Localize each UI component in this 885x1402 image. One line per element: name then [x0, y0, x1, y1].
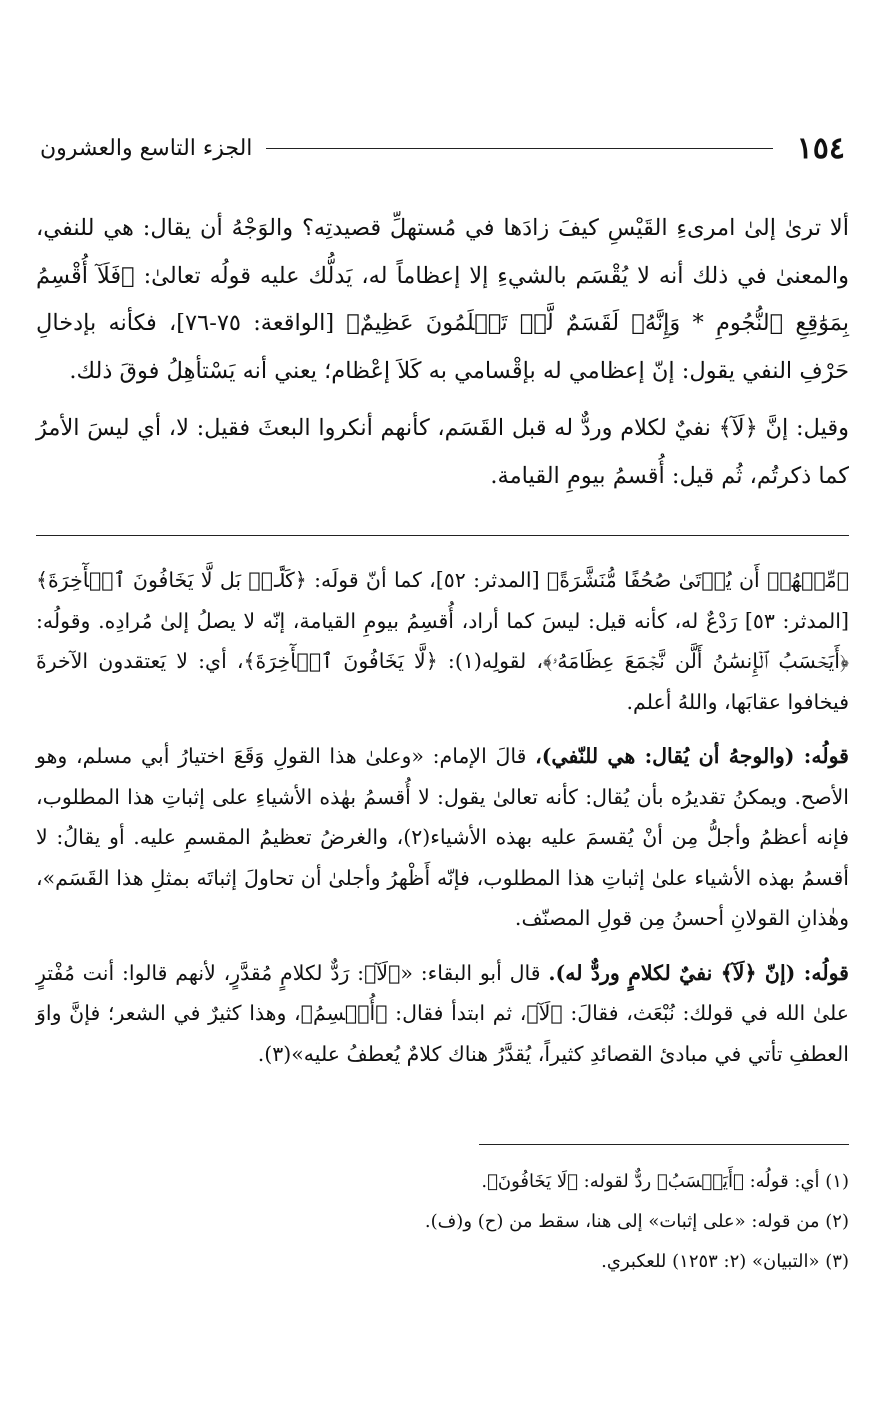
- footnote-2: (٢) من قوله: «على إثبات» إلى هنا، سقط من (ح) و(ف).: [424, 1211, 849, 1232]
- page-number: ١٥٤: [796, 130, 845, 166]
- footnotes: [36, 1162, 849, 1282]
- page-header: [40, 128, 845, 168]
- footnote-3: (٣) «التبيان» (٢: ١٢٥٣) للعكبري.: [601, 1251, 849, 1272]
- commentary-body-2: قالَ الإمام: «وعلىٰ هذا القولِ وَقَعَ اختيارُ أبي مسلم، وهو الأصح. ويمكنُ تقديرُه بأن يُقال: كأنه تعالىٰ يقول: لا أُقسمُ بهٰذه الأشياءِ على إثباتِ هذا المطلوب، فإنه أعظمُ وأجلُّ مِن أنْ يُقسمَ عليه بهذه الأشياء(٢)، والغرضُ تعظيمُ المقسمِ عليه. أو يقالُ: لا أقسمُ بهذه الأشياء علىٰ إثباتِ هذا المطلوب، فإنّه أَظْهرُ وأجلىٰ أن تحاولَ إثباتَه بمثلِ هذا القَسَم»، وهٰذانِ القولانِ أحسنُ مِن قولِ المصنّف.: [36, 744, 849, 930]
- running-title: الجزء التاسع والعشرون: [40, 135, 253, 161]
- footnote-1: (١) أي: قولُه: ﴿أَيَحۡسَبُ﴾ ردٌّ لقوله: ﴿لَا يَخَافُونَ﴾.: [481, 1171, 849, 1192]
- section-divider: [36, 535, 849, 536]
- commentary-paragraph-2: [36, 736, 849, 939]
- footnote-divider: [479, 1144, 849, 1145]
- main-paragraph-1: ألا ترىٰ إلىٰ امرىءِ القَيْسِ كيفَ زادَها في مُستهلِّ قصيدتِه؟ والوَجْهُ أن يقال: هي للنفي، والمعنىٰ في ذلك أنه لا يُقْسَم بالشيءِ إلا إعظاماً له، يَدلُّك عليه قولُه تعالىٰ: ﴿فَلَآ أُقْسِمُ بِمَوَٰقِعِ ٱلنُّجُومِ * وَإِنَّهُۥ لَقَسَمٌ لَّوۡ تَعۡلَمُونَ عَظِيمٌ﴾ [الواقعة: ٧٥-٧٦]، فكأنه بإدخالِ حَرْفِ النفي يقول: إنّ إعظامي له بإقْسامي به كَلاَ إعْظام؛ يعني أنه يَسْتأهِلُ فوقَ ذلك.: [36, 215, 849, 384]
- header-rule: [266, 148, 772, 149]
- commentary-lead-2: قولُه: (والوجهُ أن يُقال: هي للنّفي)،: [535, 744, 849, 768]
- commentary-lead-3: قولُه: (إنّ ﴿لَآ﴾ نفيٌ لكلامٍ وردٌّ له).: [548, 960, 849, 985]
- main-paragraph-2: وقيل: إنَّ ﴿لَآ﴾ نفيٌ لكلام وردٌّ له قبل القَسَم، كأنهم أنكروا البعثَ فقيل: لا، أي ليسَ الأمرُ كما ذكرتُم، ثُم قيل: أُقسمُ بيومِ القيامة.: [36, 415, 849, 489]
- commentary-paragraph-1: ﴿مِّنۡهُمۡ أَن يُؤۡتَىٰ صُحُفًا مُّنَشَّرَةً﴾ [المدثر: ٥٢]، كما أنّ قولَه: ﴿كَلَّاۖ بَل لَّا يَخَافُونَ ٱلۡأٓخِرَةَ﴾ [المدثر: ٥٣] رَدْعٌ له، كأنه قيل: ليسَ كما أراد، أُقسِمُ بيومِ القيامة، إنّه لا يصلُ إلىٰ مُرادِه. وقولُه: ﴿أَيَحۡسَبُ ٱلۡإِنسَٰنُ أَلَّن نَّجۡمَعَ عِظَامَهُۥ﴾، لقولِه(١): ﴿لَّا يَخَافُونَ ٱلۡأٓخِرَةَ﴾، أي: لا يَعتقدون الآخرةَ فيخافوا عقابَها، واللهُ أعلم.: [36, 568, 850, 714]
- commentary-paragraph-3: [36, 953, 849, 1075]
- commentary-body-3: قال أبو البقاء: «﴿لَآ﴾: رَدٌّ لكلامٍ مُقدَّرٍ، لأنهم قالوا: أنت مُفْترٍ علىٰ الله في قولك: نُبْعَث، فقالَ: ﴿لَآ﴾، ثم ابتدأ فقال: ﴿أُقۡسِمُ﴾، وهذا كثيرٌ في الشعر؛ فإنَّ واوَ العطفِ تأتي في مبادئ القصائدِ كثيراً، يُقدَّرُ هناك كلامٌ يُعطفُ عليه»(٣).: [36, 960, 849, 1066]
- main-text: [36, 205, 849, 500]
- commentary-block: [36, 560, 849, 1074]
